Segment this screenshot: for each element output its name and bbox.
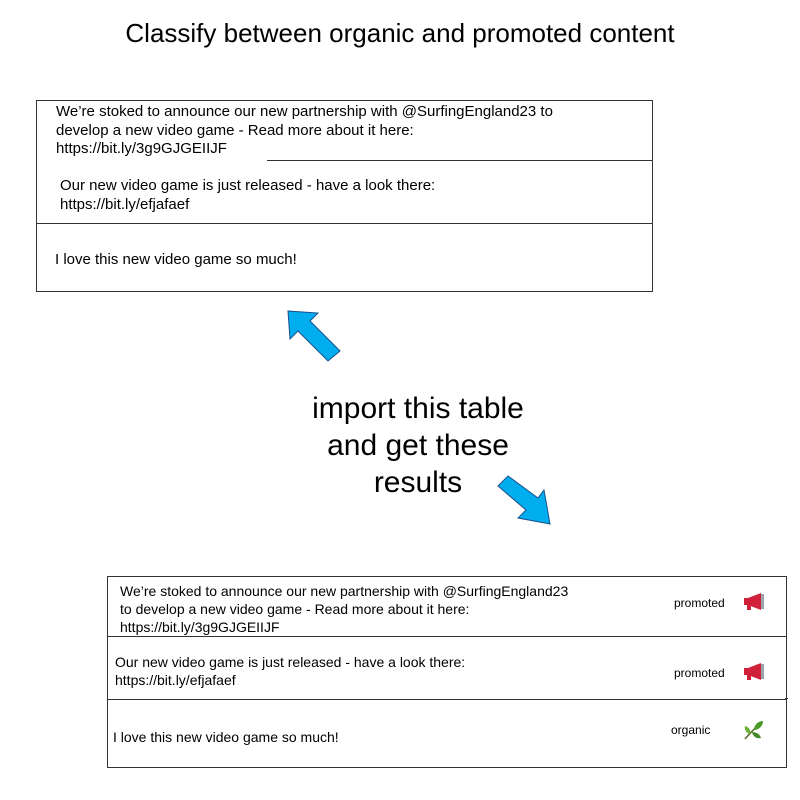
arrow-up-left-icon	[282, 305, 346, 365]
leaf-icon	[742, 719, 766, 741]
input-row-1-text: We’re stoked to announce our new partnership with @SurfingEngland23 to develop a new video game - Read more about it here: https://bit.ly/3g9GJGEIIJF	[56, 103, 553, 157]
output-row-1-text: We’re stoked to announce our new partnership with @SurfingEngland23 to develop a new video game - Read more about it here: https://bit.ly/3g9GJGEIIJF	[120, 583, 569, 635]
output-row-2-text: Our new video game is just released - have a look there: https://bit.ly/efjafaef	[115, 654, 466, 688]
instruction-text: import this table and get these results	[312, 392, 524, 499]
input-row-2-text: Our new video game is just released - have a look there: https://bit.ly/efjafaef	[60, 177, 436, 213]
arrow-down-right-icon	[494, 472, 558, 532]
output-table	[107, 576, 787, 768]
input-row-3-text: I love this new video game so much!	[55, 251, 297, 268]
output-row-2-label: promoted	[674, 666, 725, 680]
output-row-3-label: organic	[671, 723, 711, 737]
output-row-3-text: I love this new video game so much!	[113, 729, 339, 745]
page-title: Classify between organic and promoted content	[125, 18, 675, 48]
output-row-divider-tail	[785, 698, 788, 699]
output-row-divider	[108, 699, 786, 700]
input-row-divider	[267, 160, 652, 161]
megaphone-icon	[743, 662, 767, 682]
megaphone-icon	[743, 592, 767, 612]
output-row-divider	[108, 636, 786, 637]
input-table	[36, 100, 653, 292]
output-row-1-label: promoted	[674, 596, 725, 610]
input-row-divider	[37, 223, 652, 224]
